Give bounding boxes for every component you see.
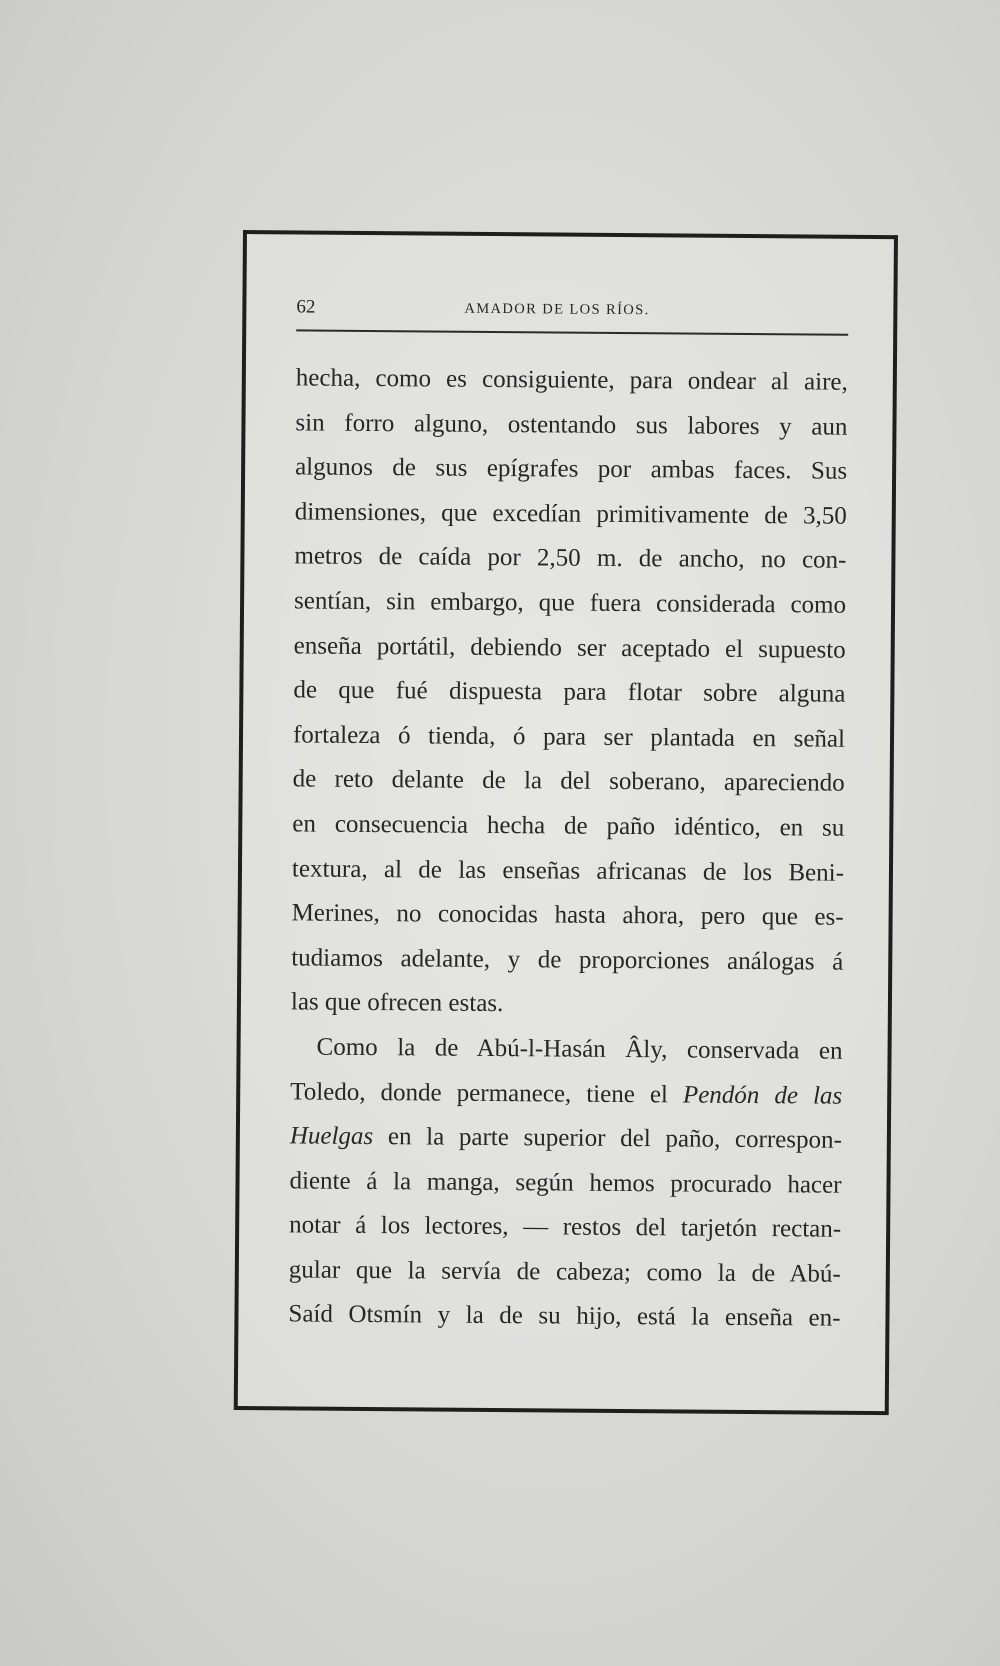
running-head bbox=[296, 296, 846, 328]
text-line: metros de caída por 2,50 m. de ancho, no con- bbox=[294, 542, 847, 575]
text-line: enseña portátil, debiendo ser aceptado el supuesto bbox=[293, 631, 846, 664]
page-frame bbox=[234, 230, 898, 1415]
text-line: fortaleza ó tienda, ó para ser plantada en señal bbox=[292, 721, 846, 753]
text-line: sin forro alguno, ostentando sus labores y aun bbox=[295, 409, 848, 441]
paragraph-start-line: Como la de Abú-l-Hasán Âly, conservada en bbox=[316, 1033, 843, 1065]
paragraph-end-line: las que ofrecen estas. bbox=[290, 988, 504, 1018]
text-line: sentían, sin embargo, que fuera considerada como bbox=[293, 587, 847, 619]
text-line: algunos de sus epígrafes por ambas faces. Sus bbox=[295, 453, 848, 485]
text-segment: en la parte superior del paño, correspon- bbox=[373, 1123, 842, 1154]
text-line: gular que la servía de cabeza; como la de Abú- bbox=[288, 1256, 841, 1288]
text-line: Saíd Otsmín y la de su hijo, está la enseña en- bbox=[288, 1300, 841, 1333]
page-number: 62 bbox=[296, 296, 316, 318]
text-line: dimensiones, que excedían primitivamente de 3,50 bbox=[294, 498, 847, 530]
text-line: de que fué dispuesta para flotar sobre alguna bbox=[293, 676, 846, 708]
body-text bbox=[288, 356, 848, 1341]
text-line: Merines, no conocidas hasta ahora, pero que es- bbox=[291, 899, 844, 931]
text-line bbox=[290, 1070, 842, 1119]
text-line: de reto delante de la del soberano, apareciendo bbox=[292, 765, 845, 798]
text-line: notar á los lectores, — restos del tarjetón rectan- bbox=[289, 1211, 842, 1244]
text-line bbox=[290, 1114, 842, 1163]
text-line: hecha, como es consiguiente, para ondear al aire, bbox=[295, 364, 848, 396]
header-rule bbox=[296, 329, 848, 335]
running-title: AMADOR DE LOS RÍOS. bbox=[464, 300, 650, 319]
italic-title: Huelgas bbox=[289, 1122, 374, 1151]
text-line: tudiamos adelante, y de proporciones análogas á bbox=[291, 944, 844, 976]
italic-title: Pendón de las bbox=[682, 1080, 843, 1110]
text-segment: Toledo, donde permanece, tiene el bbox=[290, 1077, 684, 1108]
text-line: textura, al de las enseñas africanas de los Beni- bbox=[291, 854, 845, 887]
text-line: en consecuencia hecha de paño idéntico, en su bbox=[292, 810, 845, 842]
text-line: diente á la manga, según hemos procurado hacer bbox=[289, 1167, 842, 1199]
